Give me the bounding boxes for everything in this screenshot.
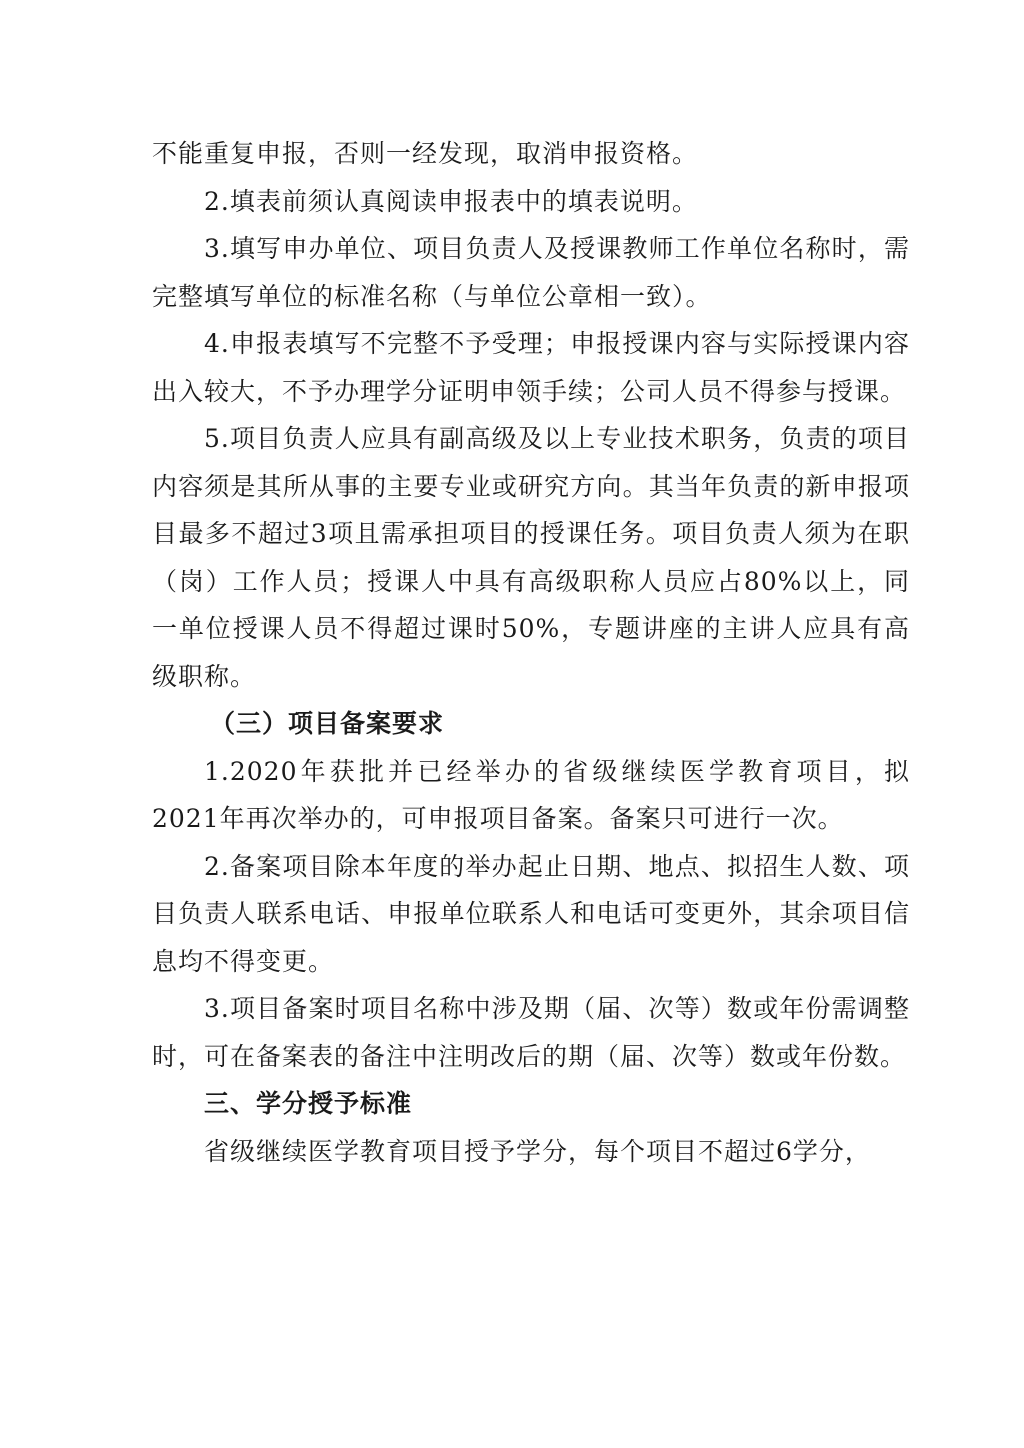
credit-paragraph: 省级继续医学教育项目授予学分，每个项目不超过6学分，	[204, 1136, 871, 1166]
filing-item-3: 3.项目备案时项目名称中涉及期（届、次等）数或年份需调整时，可在备案表的备注中注明改后的期（届、次等）数或年份数。	[152, 994, 910, 1071]
rule-item-5: 5.项目负责人应具有副高级及以上专业技术职务，负责的项目内容须是其所从事的主要专业或研究方向。其当年负责的新申报项目最多不超过3项且需承担项目的授课任务。项目负责人须为在职（岗）工作人员；授课人中具有高级职称人员应占80%以上，同一单位授课人员不得超过课时50%，专题讲座的主讲人应具有高级职称。	[152, 424, 910, 691]
filing-item-2: 2.备案项目除本年度的举办起止日期、地点、拟招生人数、项目负责人联系电话、申报单位联系人和电话可变更外，其余项目信息均不得变更。	[152, 851, 910, 976]
filing-item-1: 1.2020年获批并已经举办的省级继续医学教育项目，拟2021年再次举办的，可申报项目备案。备案只可进行一次。	[152, 756, 910, 833]
section-heading-credit-standards: 三、学分授予标准	[204, 1089, 413, 1118]
rule-item-2: 2.填表前须认真阅读申报表中的填表说明。	[204, 186, 698, 216]
document-body	[152, 130, 910, 1175]
paragraph-continuation: 不能重复申报，否则一经发现，取消申报资格。	[152, 139, 699, 168]
rule-item-4: 4.申报表填写不完整不予受理；申报授课内容与实际授课内容出入较大，不予办理学分证明申领手续；公司人员不得参与授课。	[152, 329, 910, 406]
subheading-filing-requirements: （三）项目备案要求	[210, 709, 445, 738]
rule-item-3: 3.填写申办单位、项目负责人及授课教师工作单位名称时，需完整填写单位的标准名称（与单位公章相一致）。	[152, 234, 910, 311]
